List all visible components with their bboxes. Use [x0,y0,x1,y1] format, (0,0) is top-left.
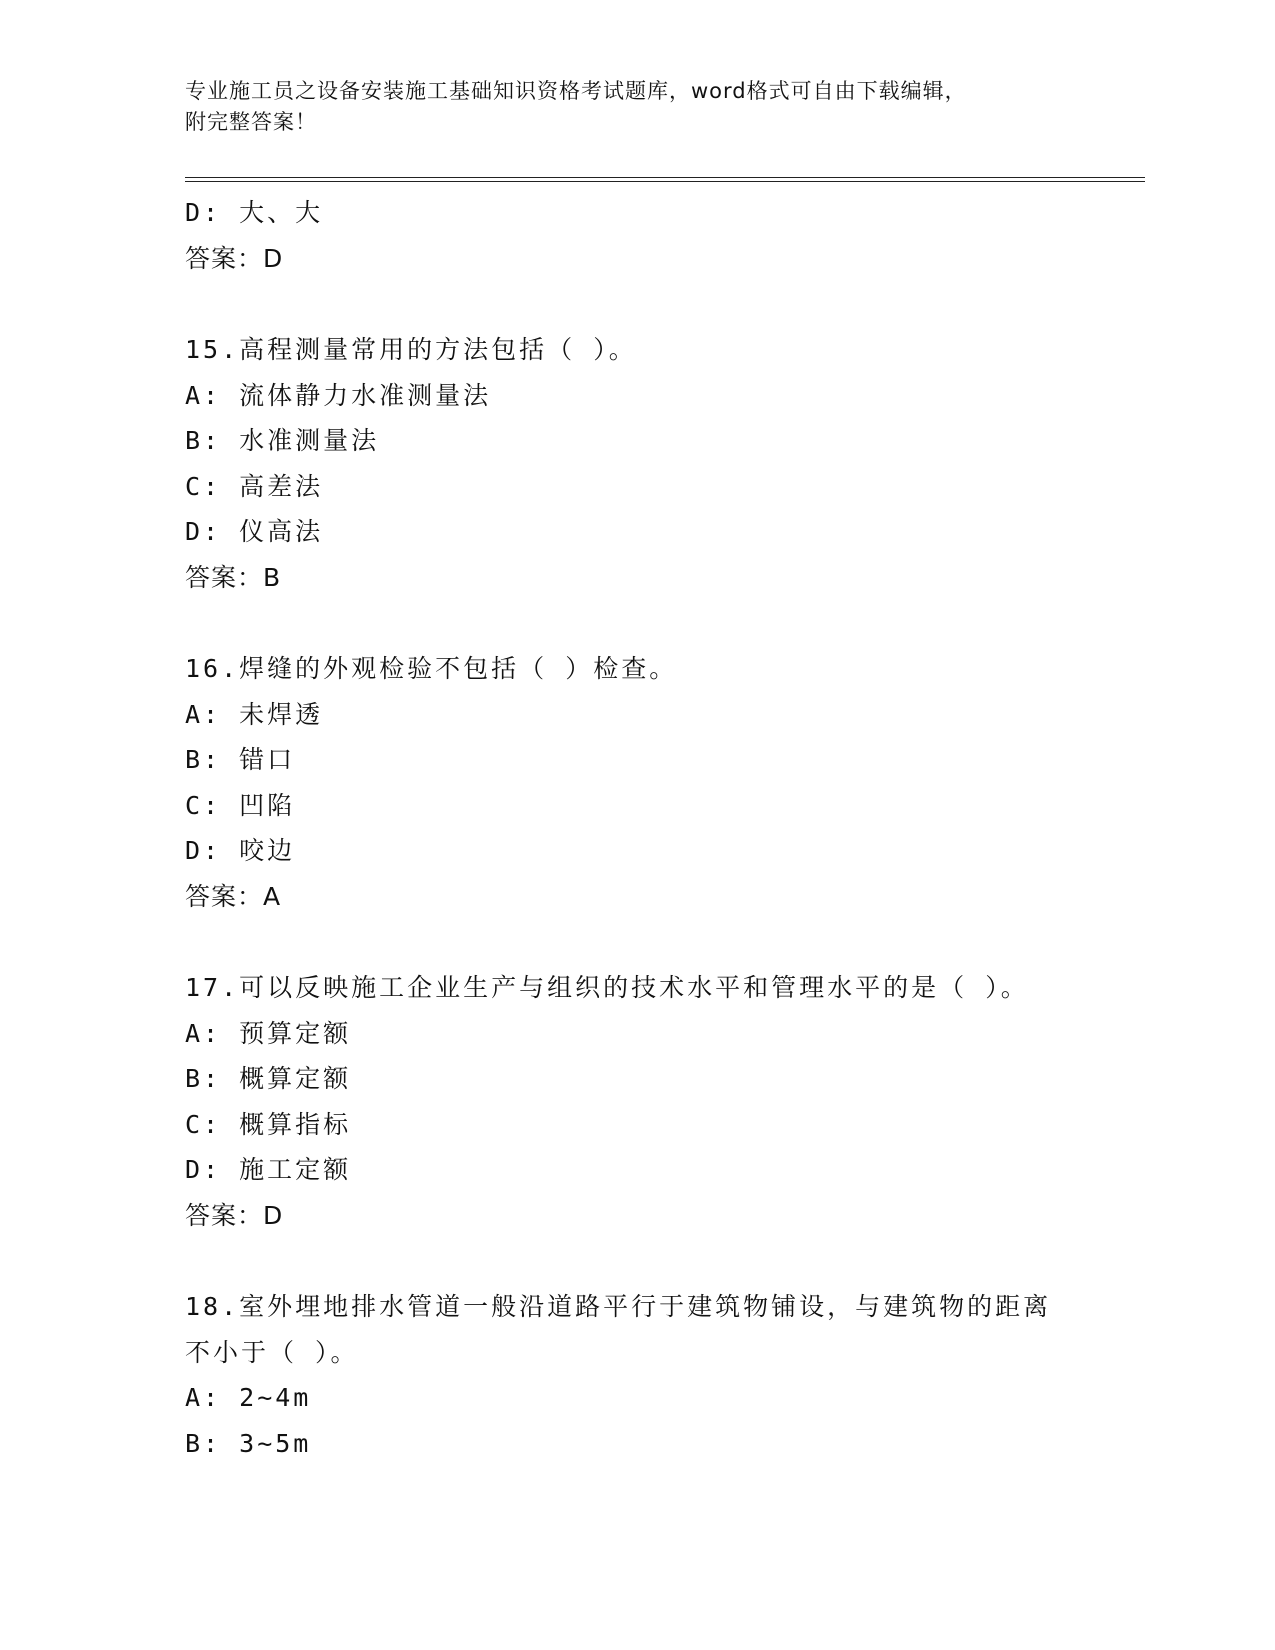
option-a: A: 未焊透 [185,699,324,729]
question-16 [185,646,1145,919]
option-b: B: 概算定额 [185,1064,352,1093]
option-b: B: 3~5m [185,1428,312,1458]
answer-line: 答案：D [185,243,284,273]
option-c: C: 凹陷 [185,790,296,820]
question-stem: 16.焊缝的外观检验不包括（ ）检查。 [185,654,678,683]
question-17 [185,965,1145,1238]
answer-line: 答案：B [185,562,282,592]
question-stem: 15.高程测量常用的方法包括（ ）。 [185,335,637,364]
option-c: C: 高差法 [185,471,324,501]
question-18 [185,1284,1145,1466]
question-14-tail [185,190,1145,281]
question-list [185,190,1145,1466]
header-divider-bottom [185,181,1145,182]
option-a: A: 2~4m [185,1383,312,1412]
option-d: D: 咬边 [185,836,296,865]
option-d: D: 仪高法 [185,517,324,546]
option-b: B: 水准测量法 [185,426,380,455]
question-stem: 17.可以反映施工企业生产与组织的技术水平和管理水平的是（ ）。 [185,973,1029,1002]
question-15 [185,327,1145,600]
option-a: A: 流体静力水准测量法 [185,380,492,410]
question-stem-line1: 18.室外埋地排水管道一般沿道路平行于建筑物铺设，与建筑物的距离 [185,1292,1052,1321]
header-title-line2: 附完整答案！ [185,110,317,134]
header-title-line1: 专业施工员之设备安装施工基础知识资格考试题库，word格式可自由下载编辑， [185,79,967,103]
option-d: D: 大、大 [185,198,324,227]
question-stem-line2: 不小于（ ）。 [185,1337,359,1367]
option-d: D: 施工定额 [185,1155,352,1184]
answer-line: 答案：D [185,1200,284,1230]
option-b: B: 错口 [185,745,296,774]
answer-line: 答案：A [185,881,282,911]
document-header [185,76,1045,138]
header-divider-top [185,177,1145,178]
option-a: A: 预算定额 [185,1018,352,1048]
option-c: C: 概算指标 [185,1109,352,1139]
